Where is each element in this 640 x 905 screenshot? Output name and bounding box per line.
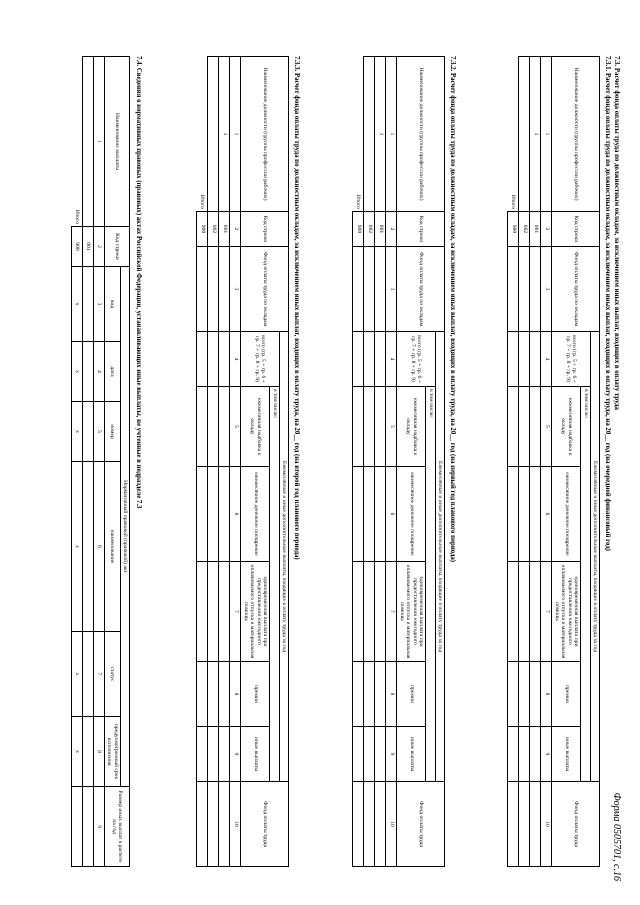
cell[interactable]	[197, 467, 208, 562]
cell[interactable]	[508, 247, 519, 332]
col-num: 1	[386, 57, 397, 212]
cell[interactable]	[197, 562, 208, 662]
x-mark: x	[71, 717, 82, 787]
cell[interactable]	[208, 332, 219, 387]
cell[interactable]	[197, 662, 208, 727]
cell[interactable]	[530, 662, 541, 727]
including-header: в том числе:	[581, 387, 590, 782]
cell[interactable]	[530, 782, 541, 867]
cell[interactable]	[197, 247, 208, 332]
cell[interactable]	[530, 247, 541, 332]
cell[interactable]	[530, 387, 541, 467]
cell[interactable]	[197, 387, 208, 467]
col-num: 8	[93, 717, 104, 787]
col-num: 3	[541, 247, 552, 332]
cell[interactable]	[364, 387, 375, 467]
cell[interactable]	[219, 332, 230, 387]
col-num: 2	[93, 227, 104, 267]
cell[interactable]	[364, 662, 375, 727]
cell[interactable]	[197, 727, 208, 782]
cell[interactable]	[508, 562, 519, 662]
section-7-4-title: 7.4. Сведения о нормативных правовых (правовых) актах Российской Федерации, устанавливающих иные выплаты, не учтенные в подразделе 7.3	[135, 56, 142, 509]
total-header: всего (гр. 5 + гр. 6 + гр. 7 + гр. 8 + гр. 9)	[397, 332, 435, 387]
total-header: всего (гр. 5 + гр. 6 + гр. 7 + гр. 8 + гр. 9)	[552, 332, 590, 387]
col-num: 4	[93, 342, 104, 402]
table-7-3-1	[507, 56, 600, 867]
cell[interactable]	[82, 632, 93, 717]
cell[interactable]	[353, 332, 364, 387]
col-num: 1	[93, 57, 104, 227]
itogo-label: Итого	[71, 57, 82, 227]
cell[interactable]	[219, 727, 230, 782]
cell[interactable]	[219, 782, 230, 867]
cell[interactable]	[353, 727, 364, 782]
col-num: 6	[230, 467, 241, 562]
form-number: Форма 0505701, с.16	[611, 792, 622, 881]
type-header: вид	[104, 267, 120, 342]
col-num: 1	[230, 57, 241, 212]
cell[interactable]	[508, 467, 519, 562]
col-num: 9	[386, 727, 397, 782]
itogo-label: Итого	[508, 57, 519, 212]
col-num: 7	[541, 562, 552, 662]
col-num: 1	[541, 57, 552, 212]
cell[interactable]	[530, 562, 541, 662]
section-7-3-1-title: 7.3.1. Расчет фонда оплаты труда по должностным окладам, за исключением иных выплат, входящих в оплату труда, на 20__ год (на очередной финансовый год)	[604, 56, 611, 551]
cell[interactable]	[508, 727, 519, 782]
col-num: 6	[386, 467, 397, 562]
itogo-label: Итого	[197, 57, 208, 212]
cell[interactable]	[375, 247, 386, 332]
cell[interactable]	[519, 562, 530, 662]
cell[interactable]	[219, 562, 230, 662]
cell[interactable]	[530, 332, 541, 387]
code-header: Код строки	[104, 227, 129, 267]
title-header: наименование	[104, 462, 120, 632]
table-7-3-3	[196, 56, 289, 867]
cell[interactable]	[508, 332, 519, 387]
cell[interactable]	[82, 462, 93, 632]
other-header: иные выплаты	[552, 727, 581, 782]
cell[interactable]	[219, 247, 230, 332]
x-mark: x	[71, 267, 82, 342]
cell[interactable]	[208, 387, 219, 467]
cell[interactable]	[519, 782, 530, 867]
col-num: 9	[93, 787, 104, 867]
col-num: 2	[541, 212, 552, 247]
cell[interactable]	[519, 727, 530, 782]
cell[interactable]	[71, 787, 82, 867]
code-header: Код строки	[397, 212, 445, 247]
cell[interactable]	[353, 662, 364, 727]
monthly-bonus-header: ежемесячная надбавка к окладу	[552, 387, 581, 467]
col-num: 5	[541, 387, 552, 467]
cell[interactable]	[364, 247, 375, 332]
col-num: 5	[230, 387, 241, 467]
row-code: 002	[208, 212, 219, 247]
col-num: 3	[386, 247, 397, 332]
row-code: 001	[82, 227, 93, 267]
cell[interactable]	[375, 662, 386, 727]
position-header: Наименование должности (группы профессии рабочих)	[241, 57, 289, 212]
premium-header: премии	[397, 662, 426, 727]
cell[interactable]	[219, 387, 230, 467]
col-num: 8	[230, 662, 241, 727]
table-7-4	[71, 56, 130, 867]
total-code: 900	[197, 212, 208, 247]
material-aid-header: единовременная выплата при предоставлении ежегодного оплачиваемого отпуска и материальная помощь	[241, 562, 270, 662]
fund-salary-header: Фонд оплаты труда по окладам	[397, 247, 445, 332]
cell[interactable]	[519, 467, 530, 562]
x-mark: x	[71, 342, 82, 402]
cell[interactable]	[82, 717, 93, 787]
cell[interactable]	[519, 662, 530, 727]
material-aid-header: единовременная выплата при предоставлении ежегодного оплачиваемого отпуска и материальная помощь	[397, 562, 426, 662]
monthly-group-header: Ежемесячные и иные дополнительные выплаты, входящие в оплату труда за год	[590, 332, 599, 782]
cell[interactable]	[364, 562, 375, 662]
col-num: 3	[230, 247, 241, 332]
cell[interactable]	[508, 782, 519, 867]
col-num: 8	[386, 662, 397, 727]
col-num: 2	[230, 212, 241, 247]
col-num: 8	[541, 662, 552, 727]
col-num: 10	[541, 782, 552, 867]
cell[interactable]	[375, 467, 386, 562]
row-code: 002	[364, 212, 375, 247]
cell[interactable]	[82, 267, 93, 342]
cell[interactable]	[375, 332, 386, 387]
cell[interactable]	[197, 332, 208, 387]
payment-name-header: Наименование выплаты	[104, 57, 129, 227]
cell[interactable]	[208, 247, 219, 332]
monetary-header: ежемесячное денежное поощрение	[241, 467, 270, 562]
row-code: 001	[530, 212, 541, 247]
blank-cell	[519, 57, 530, 212]
cell[interactable]	[519, 332, 530, 387]
date-header: дата	[104, 342, 120, 402]
cell[interactable]	[364, 467, 375, 562]
monetary-header: ежемесячное денежное поощрение	[397, 467, 426, 562]
period-header: предусмотренный срок исполнения	[104, 717, 120, 787]
section-7-3-title: 7.3. Расчет фонда оплаты труда по должностным окладам, за исключением иных выплат, входящих в оплату труда	[613, 56, 620, 410]
col-num: 3	[93, 267, 104, 342]
number-header: номер	[104, 402, 120, 462]
total-header: всего (гр. 5 + гр. 6 + гр. 7 + гр. 8 + гр. 9)	[241, 332, 279, 387]
col-num: 7	[386, 562, 397, 662]
section-7-3-2-title: 7.3.2. Расчет фонда оплаты труда по должностным окладам, за исключением иных выплат, входящих в оплату труда, на 20__ год (на первый год планового периода)	[449, 56, 456, 563]
cell[interactable]	[82, 787, 93, 867]
total-code: 900	[353, 212, 364, 247]
row-code: 001	[375, 212, 386, 247]
cell[interactable]	[530, 467, 541, 562]
material-aid-header: единовременная выплата при предоставлении ежегодного оплачиваемого отпуска и материальная помощь	[552, 562, 581, 662]
col-num: 9	[541, 727, 552, 782]
size-header: Размер иных выплат в расчете на год	[104, 787, 129, 867]
cell[interactable]	[208, 562, 219, 662]
premium-header: премии	[241, 662, 270, 727]
code-header: Код строки	[241, 212, 289, 247]
fund-total-header: Фонд оплаты труда	[397, 782, 445, 867]
fund-total-header: Фонд оплаты труда	[552, 782, 600, 867]
premium-header: премии	[552, 662, 581, 727]
row-number: 1	[219, 57, 230, 212]
cell[interactable]	[375, 782, 386, 867]
including-header: в том числе:	[426, 387, 435, 782]
col-num: 2	[386, 212, 397, 247]
cell[interactable]	[364, 332, 375, 387]
col-num: 7	[93, 632, 104, 717]
cell[interactable]	[508, 387, 519, 467]
cell[interactable]	[353, 247, 364, 332]
row-code: 002	[519, 212, 530, 247]
cell[interactable]	[530, 727, 541, 782]
cell[interactable]	[82, 57, 93, 227]
cell[interactable]	[519, 387, 530, 467]
cell[interactable]	[508, 662, 519, 727]
fund-salary-header: Фонд оплаты труда по окладам	[552, 247, 600, 332]
position-header: Наименование должности (группы профессии рабочих)	[552, 57, 600, 212]
row-code: 001	[219, 212, 230, 247]
including-header: в том числе:	[270, 387, 279, 782]
col-num: 5	[93, 402, 104, 462]
row-number: 1	[375, 57, 386, 212]
monthly-group-header: Ежемесячные и иные дополнительные выплаты, входящие в оплату труда за год	[279, 332, 288, 782]
code-header: Код строки	[552, 212, 600, 247]
cell[interactable]	[519, 247, 530, 332]
col-num: 6	[541, 467, 552, 562]
row-number: 1	[530, 57, 541, 212]
col-num: 10	[230, 782, 241, 867]
cell[interactable]	[208, 782, 219, 867]
status-header: статус	[104, 632, 120, 717]
x-mark: x	[71, 632, 82, 717]
cell[interactable]	[353, 467, 364, 562]
col-num: 4	[230, 332, 241, 387]
cell[interactable]	[197, 782, 208, 867]
section-7-3-3-title: 7.3.3. Расчет фонда оплаты труда по должностным окладам, за исключением иных выплат, входящих в оплату труда, на 20__ год (на второй год планового периода)	[293, 56, 300, 560]
blank-cell	[364, 57, 375, 212]
cell[interactable]	[208, 662, 219, 727]
col-num: 7	[230, 562, 241, 662]
cell[interactable]	[82, 342, 93, 402]
blank-cell	[208, 57, 219, 212]
act-header: Нормативный правовой (правовой) акт	[120, 267, 129, 787]
cell[interactable]	[364, 782, 375, 867]
col-num: 6	[93, 462, 104, 632]
cell[interactable]	[375, 727, 386, 782]
cell[interactable]	[82, 402, 93, 462]
monthly-group-header: Ежемесячные и иные дополнительные выплаты, входящие в оплату труда за год	[435, 332, 444, 782]
col-num: 10	[386, 782, 397, 867]
cell[interactable]	[375, 562, 386, 662]
cell[interactable]	[353, 562, 364, 662]
cell[interactable]	[219, 467, 230, 562]
x-mark: x	[71, 462, 82, 632]
col-num: 9	[230, 727, 241, 782]
table-7-3-2	[352, 56, 445, 867]
cell[interactable]	[208, 467, 219, 562]
monetary-header: ежемесячное денежное поощрение	[552, 467, 581, 562]
cell[interactable]	[364, 727, 375, 782]
col-num: 4	[386, 332, 397, 387]
total-code: 900	[508, 212, 519, 247]
total-code: 900	[71, 227, 82, 267]
position-header: Наименование должности (группы профессии рабочих)	[397, 57, 445, 212]
cell[interactable]	[353, 782, 364, 867]
fund-total-header: Фонд оплаты труда	[241, 782, 289, 867]
other-header: иные выплаты	[397, 727, 426, 782]
cell[interactable]	[353, 387, 364, 467]
x-mark: x	[71, 402, 82, 462]
col-num: 5	[386, 387, 397, 467]
itogo-label: Итого	[353, 57, 364, 212]
other-header: иные выплаты	[241, 727, 270, 782]
col-num: 4	[541, 332, 552, 387]
cell[interactable]	[375, 387, 386, 467]
cell[interactable]	[219, 662, 230, 727]
monthly-bonus-header: ежемесячная надбавка к окладу	[241, 387, 270, 467]
monthly-bonus-header: ежемесячная надбавка к окладу	[397, 387, 426, 467]
fund-salary-header: Фонд оплаты труда по окладам	[241, 247, 289, 332]
cell[interactable]	[208, 727, 219, 782]
